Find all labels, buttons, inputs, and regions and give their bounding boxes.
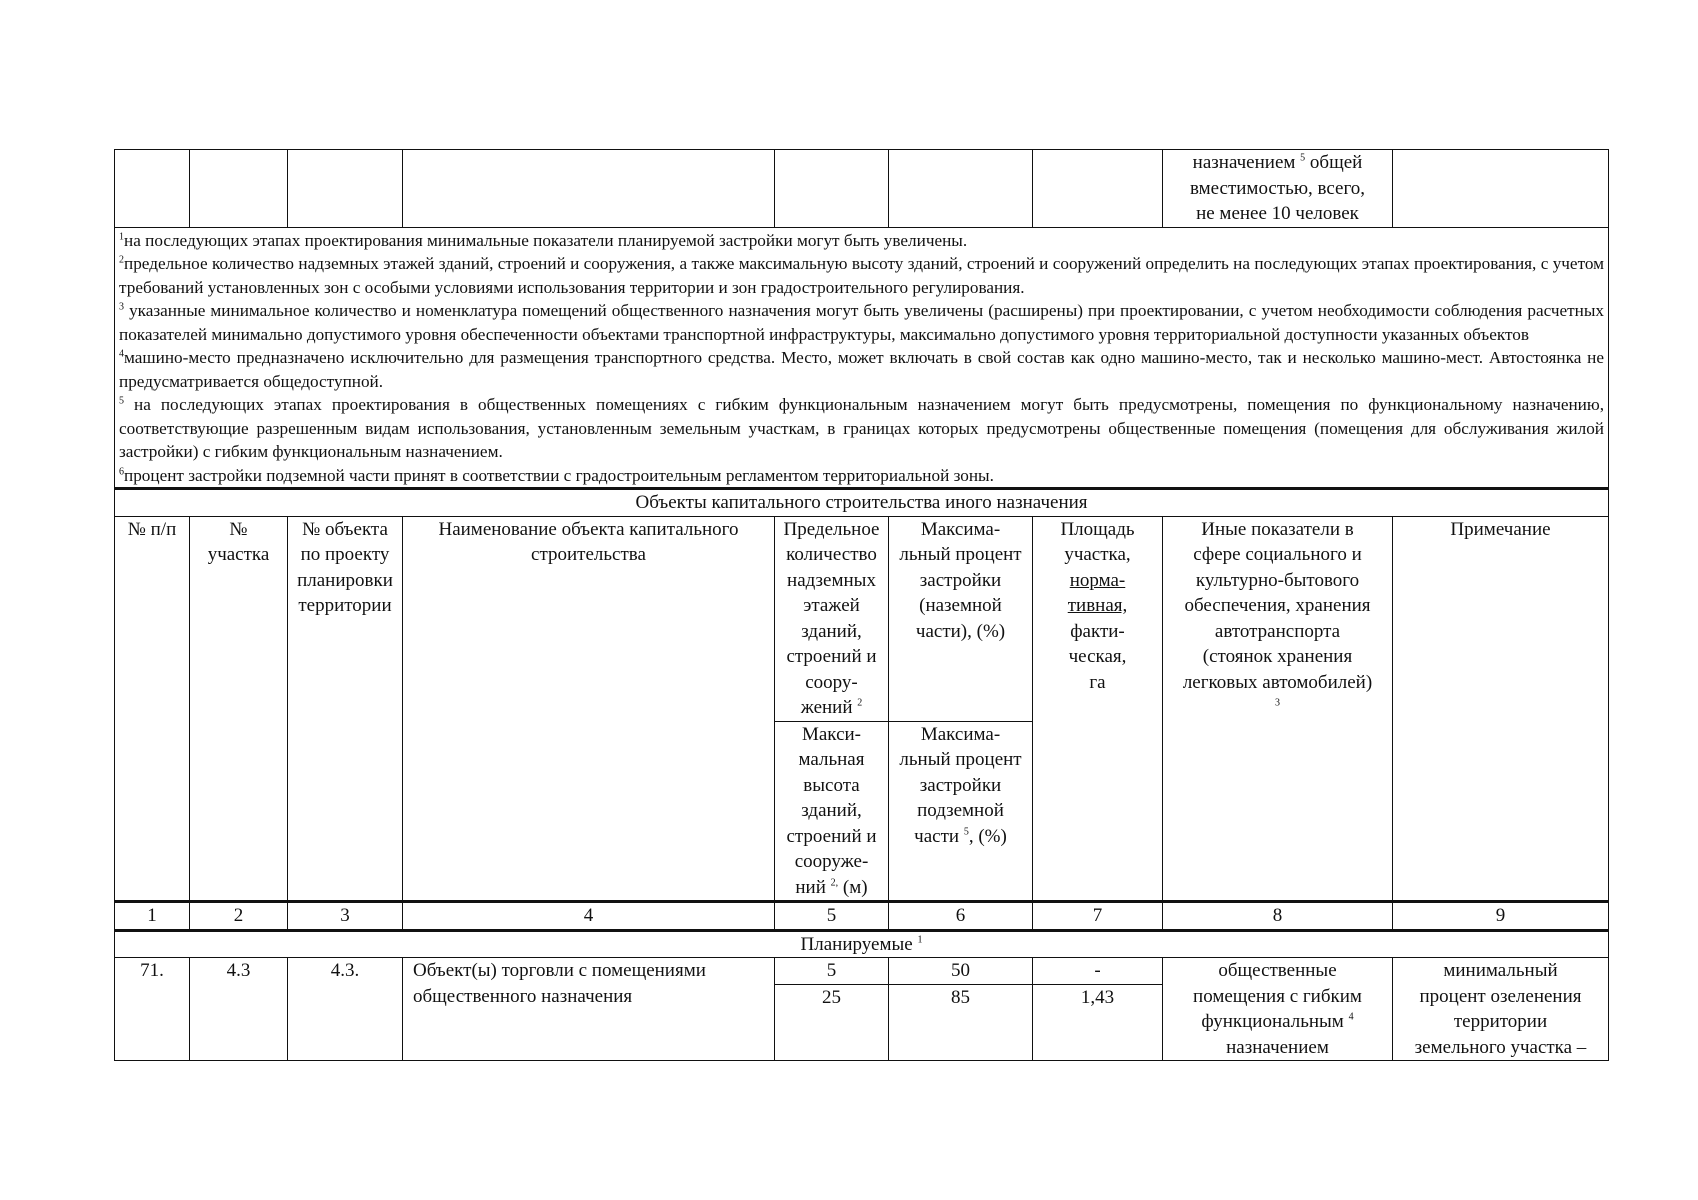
row-plot: 4.3 bbox=[190, 958, 288, 1061]
header-num: № п/п bbox=[115, 516, 190, 902]
table-row bbox=[115, 958, 1609, 985]
col-number: 2 bbox=[190, 902, 288, 931]
header-other-indicators: Иные показатели в сфере социального и культурно-бытового обеспечения, хранения автотранспорта (стоянок хранения легковых автомобилей) $^3$ bbox=[1163, 516, 1393, 902]
footnotes bbox=[115, 227, 1609, 489]
row-area-norm: - bbox=[1033, 958, 1163, 985]
row-build-percent: 50 bbox=[889, 958, 1033, 985]
row-underground-percent: 85 bbox=[889, 985, 1033, 1061]
col-number: 8 bbox=[1163, 902, 1393, 931]
header-plot-area: Площадь участка, норма- тивная, факти- ческая, га bbox=[1033, 516, 1163, 902]
section-title: Объекты капитального строительства иного назначения bbox=[115, 489, 1609, 517]
footnote-3: $^3$ указанные минимальное количество и номенклатура помещений общественного назначения могут быть увеличены (расширены) при проектировании, с учетом необходимости соблюдения расчетных показателей минимально допустимого уровня обеспеченности объектами транспортной инфраструктуры, максимально допустимого уровня территориальной доступности указанных объектов bbox=[119, 301, 1604, 344]
main-table bbox=[114, 149, 1609, 1061]
col-number: 4 bbox=[403, 902, 775, 931]
header-object-num: № объекта по проекту планировки территории bbox=[288, 516, 403, 902]
row-note: минимальный процент озеленения территории земельного участка – bbox=[1393, 958, 1609, 1061]
planned-label: Планируемые $^1$ bbox=[115, 930, 1609, 958]
row-object-name: Объект(ы) торговли с помещениями общественного назначения bbox=[403, 958, 775, 1061]
col-number: 5 bbox=[775, 902, 889, 931]
header-max-height: Макси- мальная высота зданий, строений и сооруже- ний $^{2,}$ (м) bbox=[775, 721, 889, 902]
col-number: 9 bbox=[1393, 902, 1609, 931]
footnote-5: $^5$ на последующих этапах проектирования в общественных помещениях с гибким функциональным назначением могут быть предусмотрены, помещения по функциональному назначению, соответствующие разрешенным видам использования, установленным земельным участкам, в границах которых предусмотрены общественные помещения (помещения для обслуживания жилой застройки) с гибким функциональным назначением. bbox=[119, 395, 1604, 461]
header-note: Примечание bbox=[1393, 516, 1609, 902]
col-number: 1 bbox=[115, 902, 190, 931]
row-other-indicators: общественные помещения с гибким функциональным $^4$ назначением bbox=[1163, 958, 1393, 1061]
col-number: 3 bbox=[288, 902, 403, 931]
header-plot: № участка bbox=[190, 516, 288, 902]
footnote-4: $^4$машино-место предназначено исключительно для размещения транспортного средства. Место, может включать в свой состав как одно машино-место, так и несколько машино-мест. Автостоянка не предусматривается общедоступной. bbox=[119, 348, 1604, 391]
row-object-num: 4.3. bbox=[288, 958, 403, 1061]
header-max-floors: Предельное количество надземных этажей зданий, строений и соору- жений $^2$ bbox=[775, 516, 889, 721]
footnote-2: $^2$предельное количество надземных этажей зданий, строений и сооружения, а также максимальную высоту зданий, строений и сооружений определить на последующих этапах проектирования, с учетом требований установленных зон с особыми условиями использования территории и зон градостроительного регулирования. bbox=[119, 254, 1604, 297]
col-number: 7 bbox=[1033, 902, 1163, 931]
header-build-percent-underground: Максима- льный процент застройки подземной части $^5$, (%) bbox=[889, 721, 1033, 902]
footnote-6: $^6$процент застройки подземной части принят в соответствии с градостроительным регламентом территориальной зоны. bbox=[119, 465, 994, 485]
continuation-row bbox=[115, 150, 1609, 228]
row-num: 71. bbox=[115, 958, 190, 1061]
planned-row bbox=[115, 930, 1609, 958]
header-build-percent-ground: Максима- льный процент застройки (наземной части), (%) bbox=[889, 516, 1033, 721]
header-row-top bbox=[115, 516, 1609, 721]
row-floors: 5 bbox=[775, 958, 889, 985]
footnote-1: $^1$на последующих этапах проектирования минимальные показатели планируемой застройки могут быть увеличены. bbox=[119, 230, 968, 250]
footnotes-row bbox=[115, 227, 1609, 489]
other-indicators-continued: назначением $^5$ общей вместимостью, всего, не менее 10 человек bbox=[1163, 150, 1393, 228]
column-numbers-row bbox=[115, 902, 1609, 931]
row-area-fact: 1,43 bbox=[1033, 985, 1163, 1061]
col-number: 6 bbox=[889, 902, 1033, 931]
header-object-name: Наименование объекта капитального строительства bbox=[403, 516, 775, 902]
row-height: 25 bbox=[775, 985, 889, 1061]
section-title-row bbox=[115, 489, 1609, 517]
